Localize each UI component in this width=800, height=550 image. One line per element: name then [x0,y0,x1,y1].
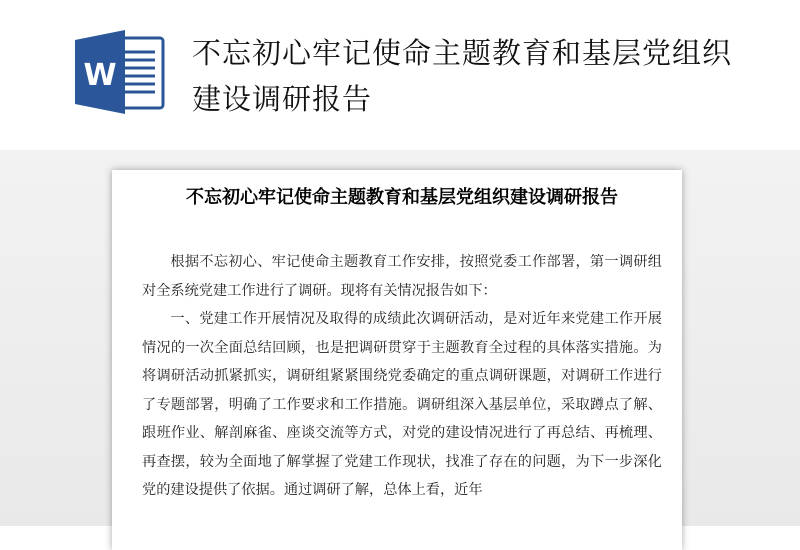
document-title: 不忘初心牢记使命主题教育和基层党组织建设调研报告 [186,187,618,208]
document-page [112,170,682,550]
word-document-icon [73,30,165,114]
body-paragraph: 一、党建工作开展情况及取得的成绩此次调研活动，是对近年来党建工作开展情况的一次全面总结回顾，也是把调研贯穿于主题教育全过程的具体落实措施。为将调研活动抓紧抓实，调研组紧紧围绕党委确定的重点调研课题，对调研工作进行了专题部署，明确了工作要求和工作措施。调研组深入基层单位，采取蹲点了解、跟班作业、解剖麻雀、座谈交流等方式，对党的建设情况进行了再总结、再梳理、再查摆，较为全面地了解掌握了党建工作现状，找准了存在的问题，为下一步深化党的建设提供了依据。通过调研了解，总体上看，近年 [142,311,662,498]
header-band [0,0,800,150]
document-body [142,248,662,505]
page-title: 不忘初心牢记使命主题教育和基层党组织建设调研报告 [192,36,733,116]
svg-text:W: W [83,58,117,93]
body-paragraph: 根据不忘初心、牢记使命主题教育工作安排，按照党委工作部署，第一调研组对全系统党建工作进行了调研。现将有关情况报告如下： [142,254,662,299]
